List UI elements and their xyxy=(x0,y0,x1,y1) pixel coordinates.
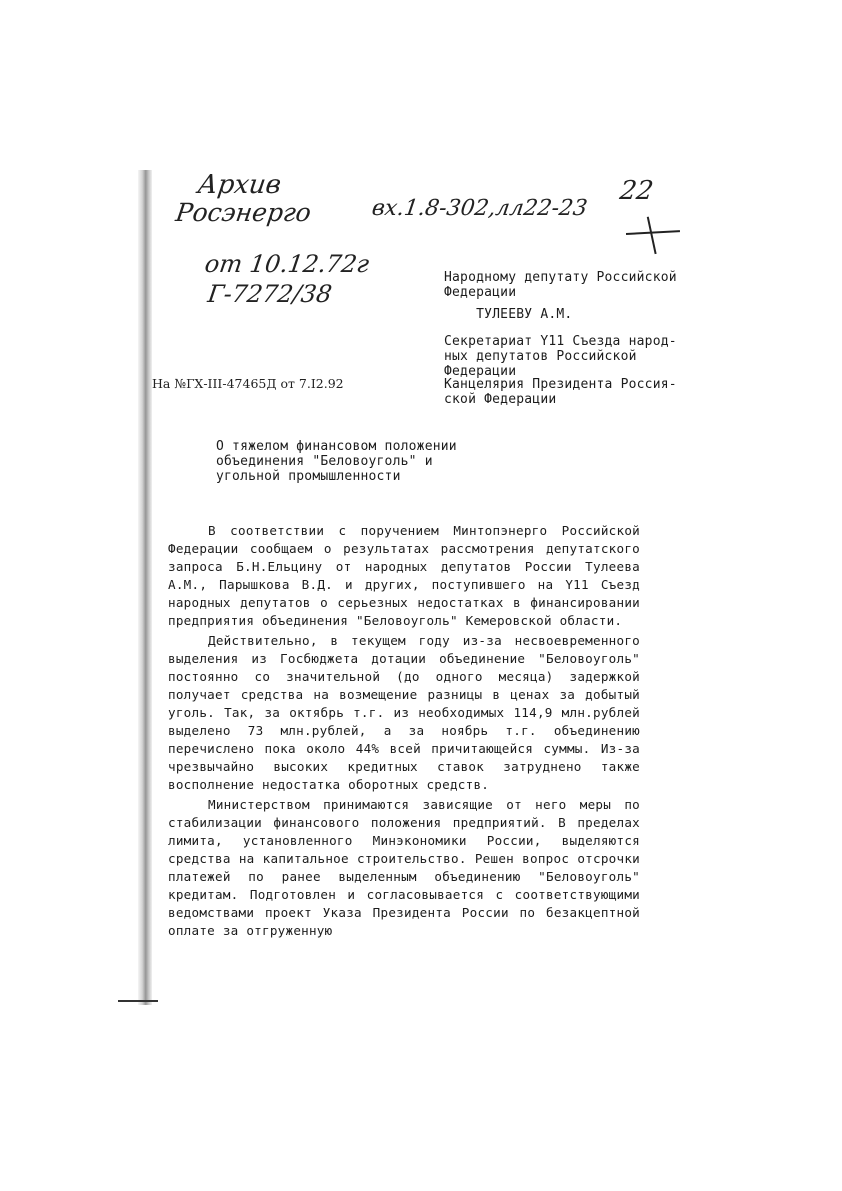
body-paragraph: В соответствии с поручением Минтопэнерго Российской Федерации сообщаем о результатах рассмотрения депутатского запроса Б.Н.Ельцину от народных депутатов России Тулеева А.М., Парышкова В.Д. и других, поступившего на Y11 Съезд народных депутатов о серьезных недостатках в финансировании предприятия объединения "Беловоуголь" Кемеровской области. xyxy=(168,523,640,628)
addressee-secretariat: Секретариат Y11 Съезда народ- ных депутатов Российской Федерации xyxy=(444,334,677,379)
archive-stamp-line2: Росэнерго xyxy=(173,198,313,227)
body-paragraph: Министерством принимаются зависящие от него меры по стабилизации финансового положения предприятий. В пределах лимита, установленного Минэкономики России, выделяются средства на капитальное строительство. Решен вопрос отсрочки платежей по ранее выделенным объединению "Беловоуголь" кредитам. Подготовлен и согласовывается с соответствующими ведомствами проект Указа Президента России по безакцептной оплате за отгруженную xyxy=(168,797,640,938)
letter-body xyxy=(168,522,640,940)
corner-mark: 22 xyxy=(617,176,656,206)
addressee-deputy: Народному депутату Российской Федерации xyxy=(444,270,677,300)
addressee-chancellery: Канцелярия Президента Россия- ской Федерации xyxy=(444,377,677,407)
reference-number: На №ГХ-III-47465Д от 7.I2.92 xyxy=(152,376,344,391)
incoming-number: Г-7272/38 xyxy=(206,280,334,308)
scan-edge-mark xyxy=(118,1000,158,1002)
addressee-name: ТУЛЕЕВУ А.М. xyxy=(444,307,573,322)
incoming-date: от 10.12.72г xyxy=(203,250,371,278)
letter-subject: О тяжелом финансовом положении объединения "Беловоуголь" и угольной промышленности xyxy=(216,439,457,484)
corner-dash-mark xyxy=(626,230,680,234)
corner-tick-mark xyxy=(647,217,656,254)
page-binding-edge xyxy=(138,170,152,1005)
body-paragraph: Действительно, в текущем году из-за несвоевременного выделения из Госбюджета дотации объединение "Беловоуголь" постоянно со значительной (до одного месяца) задержкой получает средства на возмещение разницы в ценах за добытый уголь. Так, за октябрь т.г. из необходимых 114,9 млн.рублей выделено 73 млн.рублей, а за ноябрь т.г. объединению перечислено пока около 44% всей причитающейся суммы. Из-за чрезвычайно высоких кредитных ставок затруднено также восполнение недостатка оборотных средств. xyxy=(168,633,640,792)
registry-number: вх.1.8-302,лл22-23 xyxy=(370,196,589,221)
archive-stamp-line1: Архив xyxy=(195,170,283,200)
